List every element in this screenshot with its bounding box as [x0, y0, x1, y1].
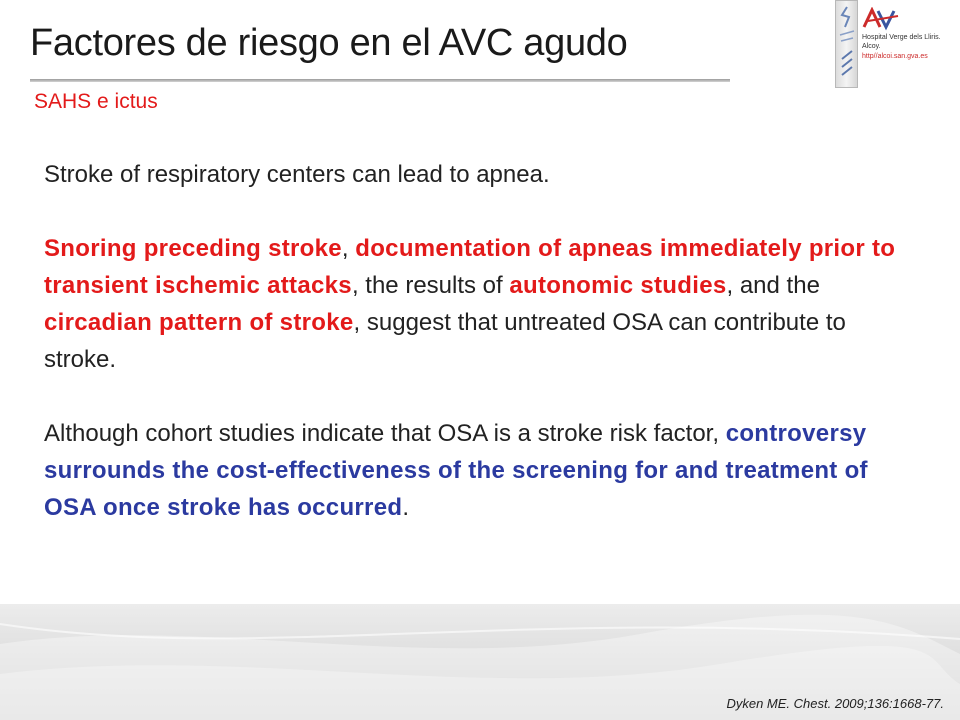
hospital-logo-icon: [862, 7, 902, 36]
highlight-apneas: documentation of apneas immediately prior to transient ischemic attacks: [44, 235, 896, 299]
title-divider: [30, 79, 730, 82]
text-segment: ,: [341, 235, 356, 262]
logo-strip: [835, 0, 858, 88]
text-segment: Although cohort studies indicate that OSA is a stroke risk factor,: [44, 420, 726, 447]
reference-citation: Dyken ME. Chest. 2009;136:1668-77.: [726, 696, 944, 711]
highlight-controversy: controversy surrounds the cost-effectiveness of the screening for and treatment of OSA once stroke has occurred: [44, 420, 868, 521]
highlight-autonomic: autonomic studies: [509, 272, 727, 299]
hospital-info: [862, 33, 941, 51]
text-segment: .: [402, 494, 409, 521]
slide-subtitle: SAHS e ictus: [34, 90, 158, 113]
hospital-name: Hospital Verge dels Lliris.: [862, 34, 941, 41]
hospital-city: Alcoy.: [862, 43, 881, 50]
slide-body: [44, 156, 924, 563]
hospital-url[interactable]: http//alcoi.san.gva.es: [862, 53, 928, 60]
paragraph-osa-evidence: [44, 230, 924, 378]
slide-title: Factores de riesgo en el AVC agudo: [30, 22, 628, 64]
highlight-circadian: circadian pattern of stroke: [44, 309, 354, 336]
text-segment: , and the: [726, 272, 820, 299]
highlight-snoring: Snoring preceding stroke: [44, 235, 342, 262]
paragraph-respiratory: Stroke of respiratory centers can lead to apnea.: [44, 161, 550, 188]
text-segment: , suggest that untreated OSA can contribute to stroke.: [44, 309, 846, 373]
paragraph-controversy: [44, 415, 924, 526]
text-segment: , the results of: [351, 272, 510, 299]
